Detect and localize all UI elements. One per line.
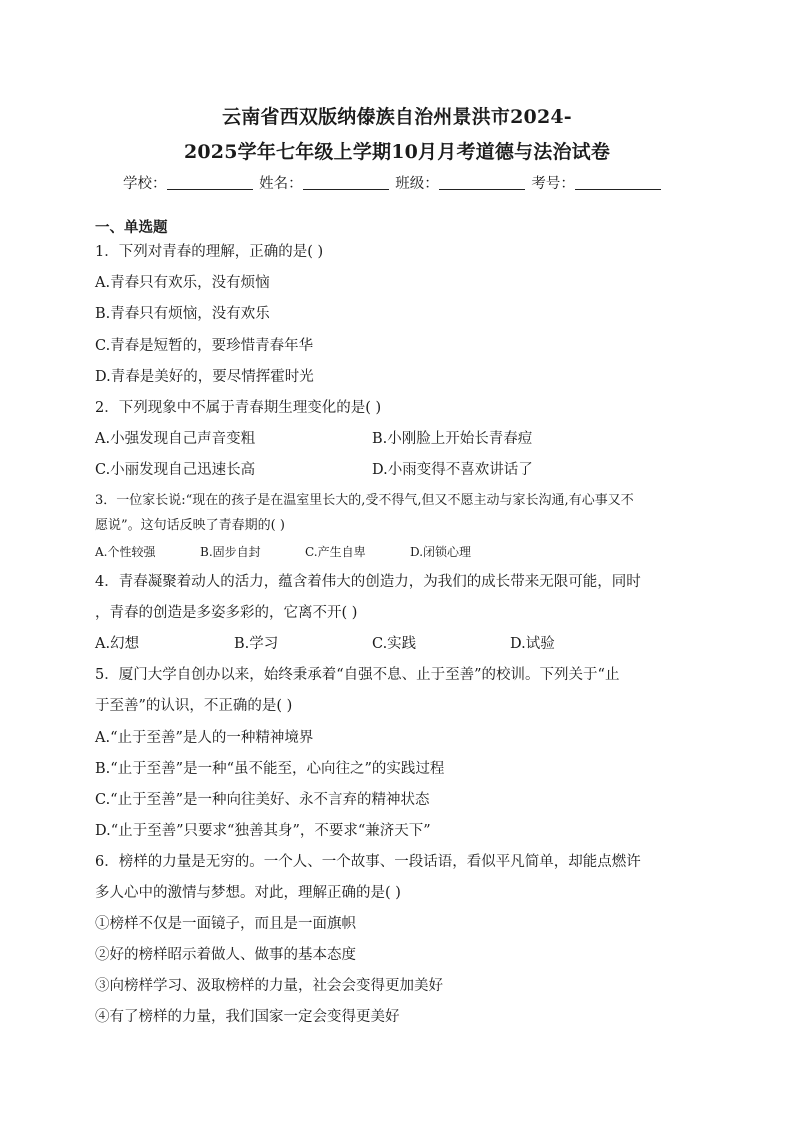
exam-no-blank[interactable]	[575, 175, 661, 190]
q3-option-a: A.个性较强	[95, 545, 156, 559]
name-blank[interactable]	[303, 175, 389, 190]
q3-option-b: B.固步自封	[200, 545, 261, 559]
q1-option-c: C.青春是短暂的，要珍惜青春年华	[95, 338, 314, 354]
q1-option-a: A.青春只有欢乐，没有烦恼	[95, 275, 270, 291]
exam-title-line1: 云南省西双版纳傣族自治州景洪市2024-	[222, 106, 572, 128]
q2-stem: 2．下列现象中不属于青春期生理变化的是( )	[95, 400, 382, 416]
q4-option-d: D.试验	[510, 636, 555, 652]
school-label: 学校：	[123, 176, 167, 192]
student-info-row	[123, 172, 663, 193]
class-label: 班级：	[395, 176, 439, 192]
q5-stem-line1: 5．厦门大学自创办以来，始终秉承着“自强不息、止于至善”的校训。下列关于“止	[95, 667, 620, 683]
q2-option-a: A.小强发现自己声音变粗	[95, 431, 256, 447]
school-blank[interactable]	[167, 175, 253, 190]
q2-option-b: B.小刚脸上开始长青春痘	[372, 431, 533, 447]
q5-option-b: B.“止于至善”是一种“虽不能至，心向往之”的实践过程	[95, 761, 445, 777]
q3-stem-line2: 愿说”。这句话反映了青春期的( )	[95, 518, 285, 533]
q1-option-d: D.青春是美好的，要尽情挥霍时光	[95, 369, 314, 385]
name-label: 姓名：	[259, 176, 303, 192]
q6-stem-line2: 多人心中的激情与梦想。对此，理解正确的是( )	[95, 885, 401, 901]
q1-option-b: B.青春只有烦恼，没有欢乐	[95, 306, 270, 322]
q4-stem-line1: 4．青春凝聚着动人的活力，蕴含着伟大的创造力，为我们的成长带来无限可能，同时	[95, 574, 641, 590]
q4-option-c: C.实践	[372, 636, 417, 652]
section-heading: 一、单选题	[95, 219, 168, 236]
q2-option-c: C.小丽发现自己迅速长高	[95, 462, 256, 478]
q1-stem: 1．下列对青春的理解，正确的是( )	[95, 244, 324, 260]
q6-statement-3: ③向榜样学习、汲取榜样的力量，社会会变得更加美好	[95, 978, 443, 994]
q3-option-c: C.产生自卑	[305, 545, 366, 559]
q3-stem-line1: 3．一位家长说:“现在的孩子是在温室里长大的,受不得气,但又不愿主动与家长沟通,有心事又不	[95, 493, 634, 508]
exam-title-line2: 2025学年七年级上学期10月月考道德与法治试卷	[183, 141, 611, 163]
q6-stem-line1: 6．榜样的力量是无穷的。一个人、一个故事、一段话语，看似平凡简单，却能点燃许	[95, 854, 641, 870]
q6-statement-1: ①榜样不仅是一面镜子，而且是一面旗帜	[95, 916, 356, 932]
class-blank[interactable]	[439, 175, 525, 190]
q4-stem-line2: ，青春的创造是多姿多彩的，它离不开( )	[95, 605, 358, 621]
q5-option-c: C.“止于至善”是一种向往美好、永不言弃的精神状态	[95, 792, 430, 808]
q6-statement-4: ④有了榜样的力量，我们国家一定会变得更美好	[95, 1009, 400, 1025]
q4-option-a: A.幻想	[95, 636, 140, 652]
q2-option-d: D.小雨变得不喜欢讲话了	[372, 462, 533, 478]
q6-statement-2: ②好的榜样昭示着做人、做事的基本态度	[95, 947, 356, 963]
q5-stem-line2: 于至善”的认识，不正确的是( )	[95, 698, 293, 714]
q3-option-d: D.闭锁心理	[410, 545, 472, 559]
q5-option-d: D.“止于至善”只要求“独善其身”，不要求“兼济天下”	[95, 823, 431, 839]
q4-option-b: B.学习	[234, 636, 279, 652]
q5-option-a: A.“止于至善”是人的一种精神境界	[95, 730, 314, 746]
exam-no-label: 考号：	[531, 176, 575, 192]
